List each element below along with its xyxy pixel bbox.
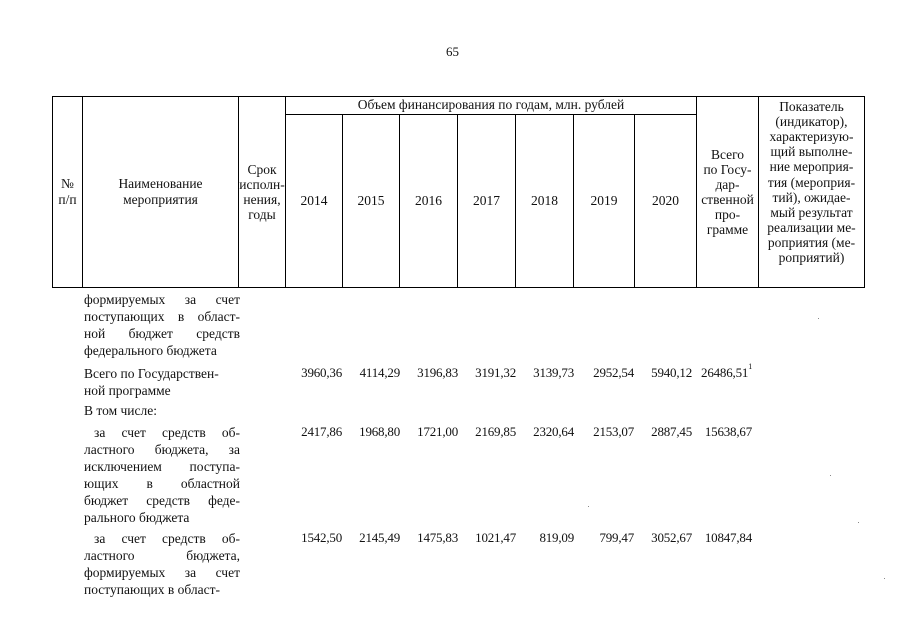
header-right-border (864, 96, 865, 288)
table-row (84, 365, 240, 399)
row-name-line: формируемых за счет (84, 292, 240, 307)
value-2018: 3139,73 (533, 365, 574, 380)
value-2020: 5940,12 (651, 365, 692, 380)
row-name-line: ластного бюджета, за (84, 442, 240, 457)
header-col-indicator-line: роприятий) (778, 250, 845, 266)
header-col-total-line: по Госу- (703, 161, 752, 177)
table-row (84, 291, 240, 359)
scan-speck (818, 318, 819, 319)
header-year-label: 2018 (531, 193, 558, 209)
header-col-total-line: ственной (701, 192, 754, 207)
value-2019: 2952,54 (593, 365, 634, 380)
row-name-line: поступающих в област- (84, 309, 240, 324)
header-year (400, 115, 457, 287)
header-year-label: 2020 (652, 193, 679, 209)
header-col-total-line: дар- (715, 176, 740, 192)
value-total-number: 26486,51 (701, 365, 749, 380)
scan-speck (588, 506, 589, 507)
value-2017: 3191,32 (475, 365, 516, 380)
value-2016: 3196,83 (417, 365, 458, 380)
header-col-name (83, 96, 238, 288)
value-2018: 2320,64 (533, 424, 574, 439)
value-2015: 2145,49 (359, 530, 400, 545)
header-col-indicator-line: роприятия (ме- (767, 234, 856, 250)
row-name-line: бюджет средств феде- (84, 493, 240, 508)
header-financing-title-label: Объем финансирования по годам, млн. рублей (357, 97, 625, 113)
row-name-line: В том числе: (84, 403, 157, 418)
header-col-number-label: № п/п (58, 176, 77, 207)
header-col-total-line: про- (714, 207, 741, 223)
value-total (690, 362, 752, 381)
header-col-term-line: исполн- (239, 176, 285, 192)
header-year (635, 115, 696, 287)
row-name-line: поступающих в област- (84, 582, 220, 597)
row-name-line: федерального бюджета (84, 343, 217, 358)
row-name-line: Всего по Государствен- (84, 366, 219, 381)
value-2020: 2887,45 (651, 424, 692, 439)
value-2014: 3960,36 (301, 365, 342, 380)
header-col-name-label: Наименование мероприятия (118, 176, 203, 207)
header-col-term-line: Срок (247, 161, 277, 177)
header-col-number (53, 96, 82, 288)
header-col-indicator-line: тий), ожидае- (772, 189, 851, 205)
header-col-term-line: нения, (243, 192, 281, 207)
page-number: 65 (446, 44, 459, 59)
row-name-line: ной бюджет средств (84, 326, 240, 341)
row-name-line: за счет средств об- (94, 425, 240, 440)
header-col-total (697, 96, 758, 288)
header-col-indicator-line: щий выполне- (770, 144, 853, 160)
row-name-line: рального бюджета (84, 510, 190, 525)
value-2020: 3052,67 (651, 530, 692, 545)
header-year-label: 2016 (415, 193, 442, 209)
value-2017: 1021,47 (475, 530, 516, 545)
header-year-label: 2015 (357, 193, 385, 209)
table-row (84, 424, 240, 526)
header-financing-title (286, 96, 696, 114)
header-col-indicator-line: мый результат (770, 204, 853, 220)
value-2018: 819,09 (539, 530, 574, 545)
scan-speck (858, 522, 859, 523)
header-year-label: 2017 (473, 193, 500, 209)
header-col-indicator-line: ние мероприя- (769, 159, 854, 175)
row-name-line: исключением поступа- (84, 459, 240, 474)
header-year-label: 2014 (300, 193, 328, 209)
row-name-line: ластного бюджета, (84, 548, 240, 563)
row-name-line: за счет средств об- (94, 531, 240, 546)
header-year (516, 115, 573, 287)
value-2015: 4114,29 (359, 365, 400, 380)
header-col-indicator-line: Показатель (779, 99, 844, 114)
header-col-term-line: годы (248, 207, 276, 223)
header-col-indicator-line: характеризую- (769, 129, 854, 145)
value-2019: 799,47 (599, 530, 634, 545)
footnote-mark: 1 (748, 362, 752, 371)
value-total: 10847,84 (704, 530, 752, 545)
header-col-indicator-line: тия (мероприя- (767, 174, 856, 190)
header-col-indicator-line: реализации ме- (767, 219, 856, 235)
header-col-term (239, 96, 285, 288)
value-2017: 2169,85 (475, 424, 516, 439)
row-name-line: ной программе (84, 383, 171, 398)
header-year (574, 115, 634, 287)
header-year (458, 115, 515, 287)
header-col-total-line: грамме (706, 222, 749, 238)
value-2014: 2417,86 (301, 424, 342, 439)
value-2015: 1968,80 (359, 424, 400, 439)
table-row (84, 402, 240, 419)
table-row (84, 530, 240, 598)
value-total: 15638,67 (704, 424, 752, 439)
value-2016: 1475,83 (417, 530, 458, 545)
value-2014: 1542,50 (301, 530, 342, 545)
scan-speck (830, 475, 831, 476)
header-col-indicator (759, 96, 864, 288)
scan-speck (884, 578, 885, 579)
row-name-line: формируемых за счет (84, 565, 240, 580)
header-year (286, 115, 342, 287)
header-year (343, 115, 399, 287)
header-year-label: 2019 (590, 193, 618, 209)
table-header (52, 96, 865, 288)
header-col-total-line: Всего (710, 146, 745, 162)
value-2016: 1721,00 (417, 424, 458, 439)
row-name-line: ющих в областной (84, 476, 240, 491)
value-2019: 2153,07 (593, 424, 634, 439)
header-col-indicator-line: (индикатор), (775, 114, 848, 130)
